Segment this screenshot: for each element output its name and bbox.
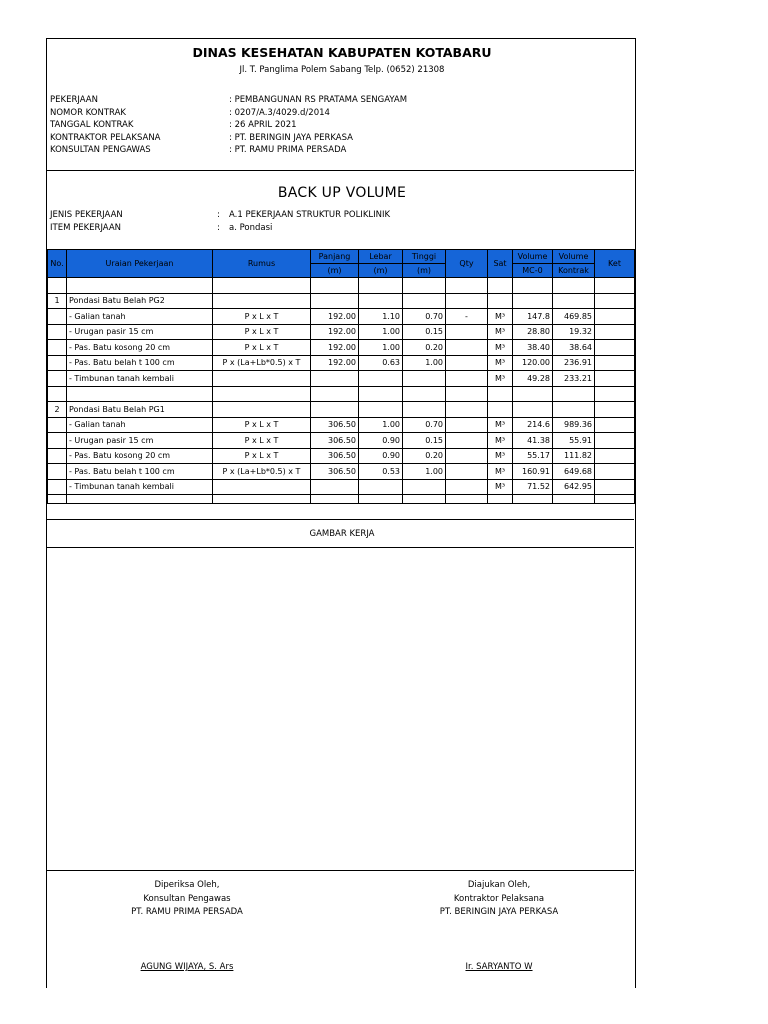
cell-lebar: 1.00: [359, 417, 403, 433]
sig-left-name: AGUNG WIJAYA, S. Ars: [140, 962, 234, 972]
cell-lebar: [359, 479, 403, 495]
cell-qty: [446, 386, 488, 402]
cell-sat: [488, 293, 513, 309]
col-volume-mc: Volume: [513, 250, 553, 264]
cell-panjang: 192.00: [311, 324, 359, 340]
cell-panjang: 306.50: [311, 448, 359, 464]
cell-qty: [446, 417, 488, 433]
info-value: : PEMBANGUNAN RS PRATAMA SENGAYAM: [229, 95, 408, 105]
cell-rumus: [213, 479, 311, 495]
cell-ket: [595, 402, 635, 418]
cell-sat: M³: [488, 340, 513, 356]
col-tinggi: Tinggi: [403, 250, 446, 264]
cell-uraian: - Timbunan tanah kembali: [67, 479, 213, 495]
col-lebar-unit: (m): [359, 264, 403, 278]
col-ket: Ket: [595, 250, 635, 278]
cell-qty: [446, 278, 488, 294]
cell-lebar: [359, 371, 403, 387]
divider: [47, 519, 634, 520]
cell-uraian: Pondasi Batu Belah PG2: [67, 293, 213, 309]
info-label: KONSULTAN PENGAWAS: [50, 145, 151, 155]
cell-sat: [488, 386, 513, 402]
cell-sat: M³: [488, 324, 513, 340]
table-row: [48, 417, 635, 433]
cell-volume-kontrak: 469.85: [553, 309, 595, 325]
document-sheet: [46, 38, 636, 988]
cell-volume-mc: 49.28: [513, 371, 553, 387]
cell-panjang: 306.50: [311, 464, 359, 480]
sig-left-line3: PT. RAMU PRIMA PERSADA: [131, 907, 243, 917]
item-colon: :: [217, 223, 220, 233]
cell-volume-mc: [513, 293, 553, 309]
cell-rumus: P x L x T: [213, 433, 311, 449]
cell-ket: [595, 464, 635, 480]
cell-uraian: - Urugan pasir 15 cm: [67, 433, 213, 449]
cell-uraian: [67, 386, 213, 402]
cell-panjang: [311, 371, 359, 387]
cell-tinggi: [403, 293, 446, 309]
volume-table: [47, 249, 635, 504]
cell-rumus: P x L x T: [213, 324, 311, 340]
cell-volume-kontrak: 19.32: [553, 324, 595, 340]
cell-panjang: [311, 479, 359, 495]
col-volume-mc-sub: MC-0: [513, 264, 553, 278]
cell-no: [48, 324, 67, 340]
cell-rumus: [213, 278, 311, 294]
col-volume-kontrak: Volume: [553, 250, 595, 264]
cell-volume-kontrak: 111.82: [553, 448, 595, 464]
cell-volume-kontrak: 38.64: [553, 340, 595, 356]
sig-right-line3: PT. BERINGIN JAYA PERKASA: [439, 907, 559, 917]
cell-ket: [595, 309, 635, 325]
cell-panjang: [311, 402, 359, 418]
table-row: [48, 386, 635, 402]
cell-uraian: - Pas. Batu belah t 100 cm: [67, 355, 213, 371]
cell-sat: M³: [488, 355, 513, 371]
cell-lebar: [359, 293, 403, 309]
col-sat: Sat: [488, 250, 513, 278]
cell-sat: M³: [488, 464, 513, 480]
cell-volume-mc: 41.38: [513, 433, 553, 449]
cell-volume-mc: 71.52: [513, 479, 553, 495]
cell-panjang: 306.50: [311, 433, 359, 449]
cell-sat: M³: [488, 433, 513, 449]
cell-panjang: 306.50: [311, 417, 359, 433]
cell-volume-mc: 28.80: [513, 324, 553, 340]
cell-tinggi: 0.15: [403, 433, 446, 449]
col-uraian: Uraian Pekerjaan: [67, 250, 213, 278]
cell-ket: [595, 293, 635, 309]
cell-no: [48, 309, 67, 325]
col-tinggi-unit: (m): [403, 264, 446, 278]
cell-volume-mc: 214.6: [513, 417, 553, 433]
cell-sat: M³: [488, 309, 513, 325]
cell-lebar: 0.63: [359, 355, 403, 371]
cell-no: [48, 340, 67, 356]
cell-no: [48, 479, 67, 495]
cell-panjang: 192.00: [311, 340, 359, 356]
cell-uraian: [67, 278, 213, 294]
cell-qty: [446, 433, 488, 449]
cell-tinggi: 0.15: [403, 324, 446, 340]
col-panjang: Panjang: [311, 250, 359, 264]
table-row: [48, 402, 635, 418]
cell-volume-mc: 55.17: [513, 448, 553, 464]
cell-rumus: P x L x T: [213, 417, 311, 433]
cell-qty: [446, 464, 488, 480]
table-body: [48, 278, 635, 504]
info-value: : 26 APRIL 2021: [229, 120, 297, 130]
cell-qty: [446, 355, 488, 371]
cell-sat: [488, 402, 513, 418]
cell-tinggi: 0.20: [403, 448, 446, 464]
cell-rumus: P x (La+Lb*0.5) x T: [213, 464, 311, 480]
cell-qty: -: [446, 309, 488, 325]
cell-no: [48, 417, 67, 433]
cell-panjang: [311, 278, 359, 294]
spacer-cell: [48, 495, 67, 504]
cell-tinggi: [403, 278, 446, 294]
col-panjang-unit: (m): [311, 264, 359, 278]
cell-volume-kontrak: 55.91: [553, 433, 595, 449]
cell-rumus: [213, 402, 311, 418]
cell-volume-mc: 120.00: [513, 355, 553, 371]
divider: [47, 547, 634, 548]
cell-volume-mc: 38.40: [513, 340, 553, 356]
spacer-cell: [488, 495, 513, 504]
cell-volume-kontrak: 233.21: [553, 371, 595, 387]
cell-lebar: [359, 278, 403, 294]
col-volume-kontrak-sub: Kontrak: [553, 264, 595, 278]
table-row: [48, 293, 635, 309]
cell-ket: [595, 278, 635, 294]
cell-no: [48, 278, 67, 294]
info-label: NOMOR KONTRAK: [50, 107, 126, 118]
cell-ket: [595, 371, 635, 387]
cell-uraian: - Pas. Batu belah t 100 cm: [67, 464, 213, 480]
cell-volume-mc: 147.8: [513, 309, 553, 325]
cell-rumus: P x L x T: [213, 309, 311, 325]
cell-tinggi: 1.00: [403, 355, 446, 371]
cell-no: [48, 433, 67, 449]
cell-no: [48, 371, 67, 387]
cell-tinggi: 0.20: [403, 340, 446, 356]
cell-volume-kontrak: [553, 278, 595, 294]
table-header: [48, 250, 635, 278]
sig-right-name: Ir. SARYANTO W: [465, 962, 533, 972]
cell-volume-mc: [513, 278, 553, 294]
cell-panjang: [311, 293, 359, 309]
cell-uraian: - Galian tanah: [67, 309, 213, 325]
cell-volume-mc: [513, 386, 553, 402]
cell-ket: [595, 448, 635, 464]
divider: [47, 170, 634, 171]
cell-uraian: - Pas. Batu kosong 20 cm: [67, 340, 213, 356]
cell-qty: [446, 448, 488, 464]
cell-sat: M³: [488, 479, 513, 495]
col-no: No.: [48, 250, 67, 278]
jenis-colon: :: [217, 210, 220, 220]
cell-ket: [595, 479, 635, 495]
cell-volume-mc: [513, 402, 553, 418]
table-row: [48, 371, 635, 387]
cell-volume-mc: 160.91: [513, 464, 553, 480]
col-rumus: Rumus: [213, 250, 311, 278]
cell-no: [48, 355, 67, 371]
cell-sat: M³: [488, 448, 513, 464]
cell-uraian: - Galian tanah: [67, 417, 213, 433]
cell-panjang: 192.00: [311, 355, 359, 371]
jenis-value: A.1 PEKERJAAN STRUKTUR POLIKLINIK: [229, 210, 391, 220]
sig-left-line1: Diperiksa Oleh,: [154, 880, 220, 890]
cell-volume-kontrak: [553, 402, 595, 418]
cell-lebar: 0.90: [359, 433, 403, 449]
signature-left: [87, 879, 287, 920]
item-value: a. Pondasi: [229, 223, 273, 233]
table-row: [48, 340, 635, 356]
cell-ket: [595, 340, 635, 356]
spacer-cell: [311, 495, 359, 504]
cell-ket: [595, 417, 635, 433]
table-row: [48, 324, 635, 340]
cell-lebar: 0.90: [359, 448, 403, 464]
info-value: : PT. RAMU PRIMA PERSADA: [229, 145, 347, 155]
table-row: [48, 355, 635, 371]
cell-lebar: 0.53: [359, 464, 403, 480]
cell-rumus: P x (La+Lb*0.5) x T: [213, 355, 311, 371]
cell-qty: [446, 324, 488, 340]
info-label: KONTRAKTOR PELAKSANA: [50, 132, 161, 143]
info-value: : 0207/A.3/4029.d/2014: [229, 107, 330, 118]
cell-lebar: [359, 402, 403, 418]
agency-title: DINAS KESEHATAN KABUPATEN KOTABARU: [192, 45, 492, 60]
cell-qty: [446, 371, 488, 387]
cell-qty: [446, 479, 488, 495]
project-info-values: [229, 94, 407, 157]
cell-sat: M³: [488, 371, 513, 387]
cell-rumus: [213, 371, 311, 387]
agency-address: Jl. T. Panglima Polem Sabang Telp. (0652) 21308: [239, 65, 445, 75]
spacer-cell: [553, 495, 595, 504]
col-qty: Qty: [446, 250, 488, 278]
spacer-cell: [513, 495, 553, 504]
col-lebar: Lebar: [359, 250, 403, 264]
cell-rumus: [213, 293, 311, 309]
cell-ket: [595, 355, 635, 371]
info-value: : PT. BERINGIN JAYA PERKASA: [229, 132, 353, 143]
spacer-cell: [403, 495, 446, 504]
gambar-kerja-label: GAMBAR KERJA: [309, 529, 375, 539]
cell-ket: [595, 386, 635, 402]
cell-volume-kontrak: 989.36: [553, 417, 595, 433]
signature-right: [399, 879, 599, 920]
cell-uraian: - Pas. Batu kosong 20 cm: [67, 448, 213, 464]
cell-volume-kontrak: 642.95: [553, 479, 595, 495]
project-info-labels: [50, 94, 161, 157]
table-spacer-row: [48, 495, 635, 504]
cell-no: [48, 464, 67, 480]
cell-volume-kontrak: [553, 386, 595, 402]
cell-qty: [446, 340, 488, 356]
spacer-cell: [595, 495, 635, 504]
cell-uraian: - Urugan pasir 15 cm: [67, 324, 213, 340]
cell-volume-kontrak: 236.91: [553, 355, 595, 371]
table-row: [48, 433, 635, 449]
cell-panjang: 192.00: [311, 309, 359, 325]
backup-volume-title: BACK UP VOLUME: [277, 185, 407, 201]
jenis-label: JENIS PEKERJAAN: [50, 210, 123, 220]
divider: [47, 870, 634, 871]
cell-sat: M³: [488, 417, 513, 433]
cell-lebar: 1.00: [359, 324, 403, 340]
info-label: TANGGAL KONTRAK: [50, 120, 134, 130]
cell-rumus: P x L x T: [213, 340, 311, 356]
cell-uraian: - Timbunan tanah kembali: [67, 371, 213, 387]
table-row: [48, 309, 635, 325]
cell-no: [48, 448, 67, 464]
cell-tinggi: [403, 479, 446, 495]
table-row: [48, 278, 635, 294]
cell-qty: [446, 402, 488, 418]
sig-right-line2: Kontraktor Pelaksana: [453, 893, 545, 904]
spacer-cell: [213, 495, 311, 504]
sig-right-line1: Diajukan Oleh,: [467, 880, 531, 890]
cell-rumus: P x L x T: [213, 448, 311, 464]
cell-tinggi: 1.00: [403, 464, 446, 480]
cell-tinggi: 0.70: [403, 309, 446, 325]
cell-no: 2: [48, 402, 67, 418]
cell-volume-kontrak: [553, 293, 595, 309]
cell-tinggi: 0.70: [403, 417, 446, 433]
spacer-cell: [67, 495, 213, 504]
cell-lebar: [359, 386, 403, 402]
cell-lebar: 1.00: [359, 340, 403, 356]
table-row: [48, 448, 635, 464]
cell-qty: [446, 293, 488, 309]
cell-panjang: [311, 386, 359, 402]
cell-tinggi: [403, 371, 446, 387]
table-row: [48, 479, 635, 495]
info-label: PEKERJAAN: [50, 95, 98, 105]
table-row: [48, 464, 635, 480]
cell-rumus: [213, 386, 311, 402]
cell-lebar: 1.10: [359, 309, 403, 325]
cell-sat: [488, 278, 513, 294]
cell-no: 1: [48, 293, 67, 309]
cell-tinggi: [403, 402, 446, 418]
cell-ket: [595, 433, 635, 449]
sig-left-line2: Konsultan Pengawas: [143, 893, 231, 904]
cell-ket: [595, 324, 635, 340]
spacer-cell: [359, 495, 403, 504]
cell-no: [48, 386, 67, 402]
item-label: ITEM PEKERJAAN: [50, 223, 122, 233]
cell-tinggi: [403, 386, 446, 402]
cell-volume-kontrak: 649.68: [553, 464, 595, 480]
spacer-cell: [446, 495, 488, 504]
cell-uraian: Pondasi Batu Belah PG1: [67, 402, 213, 418]
